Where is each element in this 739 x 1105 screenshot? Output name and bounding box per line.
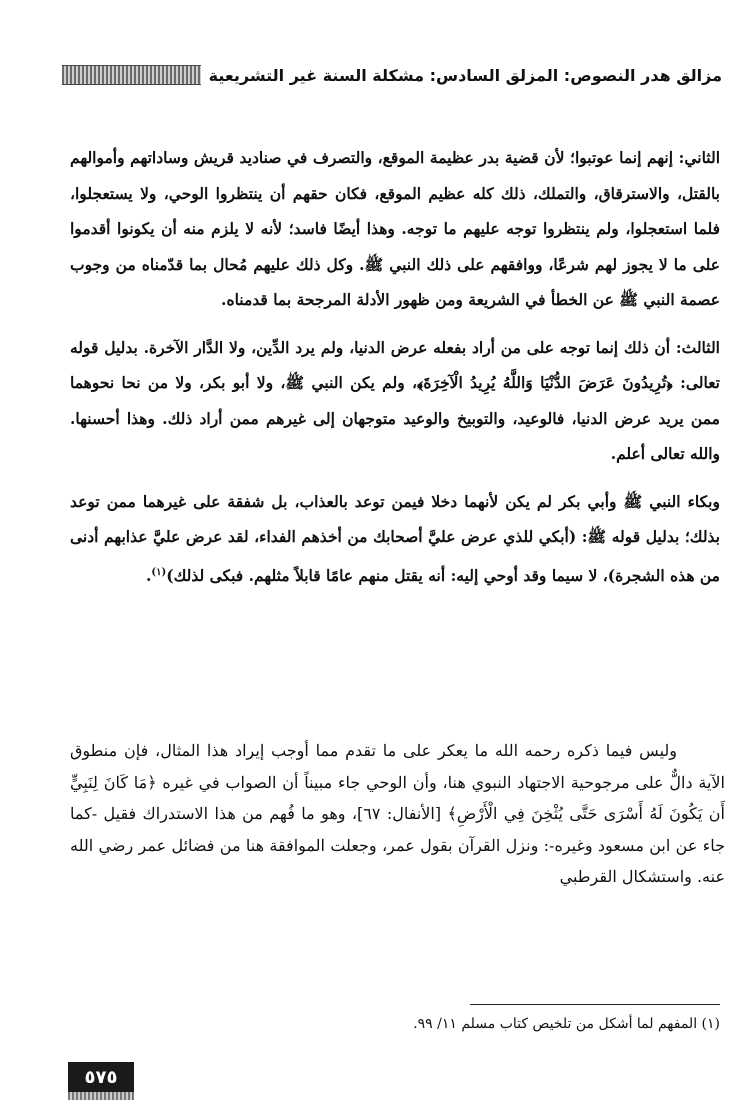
running-header: [62, 58, 722, 92]
running-header-title: مزالق هدر النصوص: المزلق السادس: مشكلة السنة غير التشريعية: [208, 65, 722, 85]
quoted-text-block: [70, 140, 720, 601]
quoted-paragraph: وبكاء النبي ﷺ وأبي بكر لم يكن لأنهما دخلا فيمن توعد بالعذاب، بل شفقة على غيرهما ممن توعد بذلك؛ بدليل قوله ﷺ: (أبكي للذي عرض عليَّ أصحابك من أخذهم الفداء، لقد عرض عليَّ عذابهم أدنى من هذه الشجرة)، لا سيما وقد أوحي إليه: أنه يقتل منهم عامًا قابلاً مثلهم. فبكى لذلك)$^{(١)}$.: [70, 491, 720, 585]
header-decorative-bar: [62, 65, 201, 85]
page-number: ٥٧٥: [84, 1066, 118, 1088]
quoted-paragraph: الثاني: إنهم إنما عوتبوا؛ لأن قضية بدر عظيمة الموقع، والتصرف في صناديد قريش وساداتهم وأموالهم بالقتل، والاسترقاق، والتملك، ذلك كله عظيم الموقع، فكان حقهم أن ينتظروا الوحي، ولا يستعجلوا، فلما استعجلوا، ولم ينتظروا توجه عليهم ما توجه. وهذا أيضًا فاسد؛ لأنه لا يلزم منه أن يكونوا أقدموا على ما لا يجوز لهم شرعًا، ووافقهم على ذلك النبي ﷺ. وكل ذلك عليهم مُحال بما قدّمناه من وجوب عصمة النبي ﷺ عن الخطأ في الشريعة ومن ظهور الأدلة المرجحة بما قدمناه.: [70, 148, 720, 309]
page-number-decorative-bar: [68, 1092, 134, 1100]
footnote-marker[interactable]: (١): [151, 566, 167, 578]
quoted-paragraph: الثالث: أن ذلك إنما توجه على من أراد بفعله عرض الدنيا، ولم يرد الدِّين، ولا الدَّار الآخرة. بدليل قوله تعالى: ﴿تُرِيدُونَ عَرَضَ الدُّنْيَا وَاللَّهُ يُرِيدُ الْآخِرَةَ﴾، ولم يكن النبي ﷺ، ولا أبو بكر، ولا من نحا نحوهما ممن يريد عرض الدنيا، فالوعيد، والتوبيخ والوعيد متوجهان إلى غيرهم ممن أراد ذلك. وهذا أحسنها. والله تعالى أعلم.: [70, 337, 720, 463]
quoted-paragraph-text: وبكاء النبي ﷺ وأبي بكر لم يكن لأنهما دخلا فيمن توعد بالعذاب، بل شفقة على غيرهما ممن توعد بذلك؛ بدليل قوله ﷺ: (أبكي للذي عرض عليَّ أصحابك من أخذهم الفداء، لقد عرض عليَّ عذابهم أدنى من هذه الشجرة)، لا سيما وقد أوحي إليه: أنه يقتل منهم عامًا قابلاً مثلهم. فبكى لذلك): [70, 491, 720, 585]
main-text-block: [70, 735, 725, 893]
footnote: (١) المفهم لما أشكل من تلخيص كتاب مسلم ١١/ ٩٩.: [413, 1016, 720, 1032]
footnote-divider: [470, 1004, 720, 1005]
page-number-box: [68, 1062, 134, 1092]
main-paragraph: وليس فيما ذكره رحمه الله ما يعكر على ما تقدم مما أوجب إيراد هذا المثال، فإن منطوق الآية دالٌّ على مرجوحية الاجتهاد النبوي هنا، وأن الوحي جاء مبيناً أن الصواب في غيره ﴿مَا كَانَ لِنَبِيٍّ أَن يَكُونَ لَهُ أَسْرَى حَتَّى يُثْخِنَ فِي الْأَرْضِ﴾ [الأنفال: ٦٧]، وهو ما فُهم من هذا الاستدراك فقيل -كما جاء عن ابن مسعود وغيره-: ونزل القرآن بقول عمر، وجعلت الموافقة هنا من فضائل عمر رضي الله عنه. واستشكال القرطبي: [70, 741, 725, 886]
